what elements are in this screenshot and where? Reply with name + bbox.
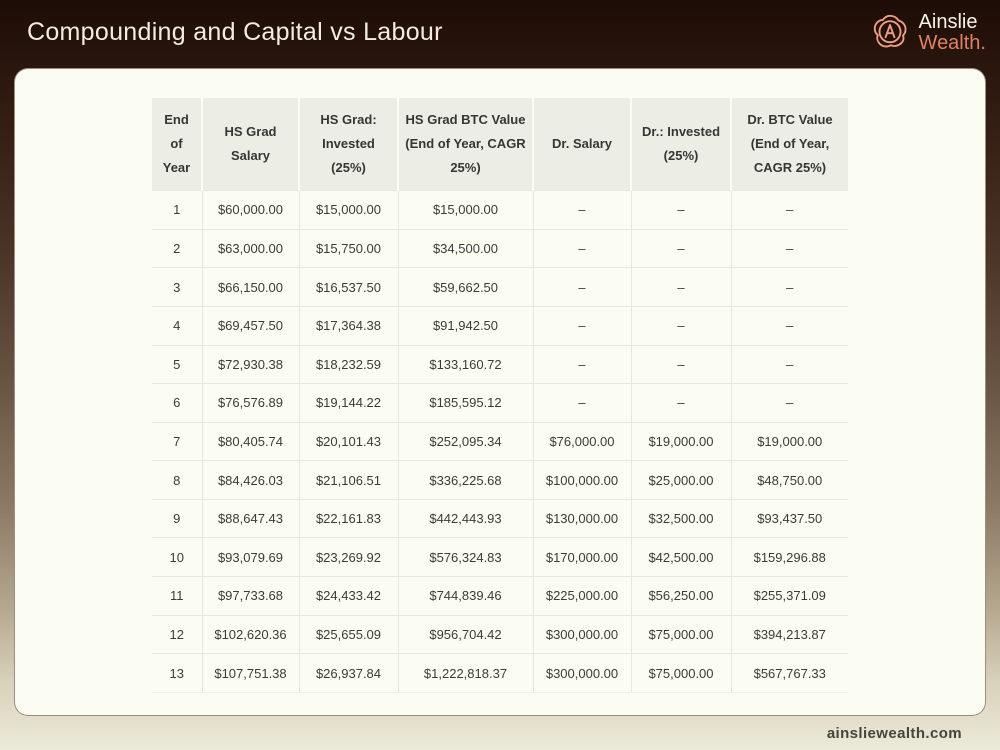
value-cell: $93,079.69 [202,538,299,577]
column-header-hs-salary: HS Grad Salary [202,98,299,191]
column-header-dr-btc-value: Dr. BTC Value (End of Year, CAGR 25%) [731,98,848,191]
column-header-dr-invested: Dr.: Invested (25%) [631,98,731,191]
value-cell: $88,647.43 [202,499,299,538]
value-cell: $170,000.00 [533,538,631,577]
value-cell: $394,213.87 [731,615,848,654]
value-cell: $300,000.00 [533,615,631,654]
value-cell: $19,000.00 [731,422,848,461]
value-cell: – [631,345,731,384]
value-cell: $744,839.46 [398,577,533,616]
value-cell: $15,000.00 [398,191,533,230]
value-cell: $91,942.50 [398,306,533,345]
website-url: ainsliewealth.com [826,725,962,742]
slide-header [0,0,1000,66]
value-cell: $255,371.09 [731,577,848,616]
year-cell: 11 [152,577,202,616]
value-cell: $59,662.50 [398,268,533,307]
value-cell: $25,000.00 [631,461,731,500]
value-cell: – [731,345,848,384]
table-row [152,268,848,307]
table-head [152,98,848,191]
year-cell: 4 [152,306,202,345]
table-row [152,384,848,423]
value-cell: $23,269.92 [299,538,398,577]
header-row [152,98,848,191]
content-card [14,68,986,716]
value-cell: $16,537.50 [299,268,398,307]
table-row [152,229,848,268]
value-cell: – [631,384,731,423]
value-cell: $21,106.51 [299,461,398,500]
value-cell: $48,750.00 [731,461,848,500]
brand-name-line2: Wealth. [918,32,986,54]
value-cell: $15,000.00 [299,191,398,230]
value-cell: – [731,268,848,307]
ainslie-emblem-icon [869,12,911,54]
value-cell: $34,500.00 [398,229,533,268]
value-cell: $42,500.00 [631,538,731,577]
value-cell: – [533,191,631,230]
year-cell: 9 [152,499,202,538]
value-cell: $26,937.84 [299,654,398,693]
value-cell: $72,930.38 [202,345,299,384]
year-cell: 5 [152,345,202,384]
value-cell: $93,437.50 [731,499,848,538]
value-cell: $66,150.00 [202,268,299,307]
value-cell: $130,000.00 [533,499,631,538]
value-cell: $576,324.83 [398,538,533,577]
year-cell: 13 [152,654,202,693]
value-cell: – [533,384,631,423]
column-header-hs-btc-value: HS Grad BTC Value (End of Year, CAGR 25%) [398,98,533,191]
value-cell: $56,250.00 [631,577,731,616]
value-cell: $80,405.74 [202,422,299,461]
table-row [152,345,848,384]
value-cell: $24,433.42 [299,577,398,616]
value-cell: – [533,306,631,345]
value-cell: $97,733.68 [202,577,299,616]
table-row [152,577,848,616]
table-row [152,191,848,230]
table-body [152,191,848,693]
year-cell: 1 [152,191,202,230]
brand-name [919,12,986,54]
value-cell: $225,000.00 [533,577,631,616]
value-cell: – [533,229,631,268]
brand-lockup [869,12,986,54]
table-row [152,306,848,345]
value-cell: $185,595.12 [398,384,533,423]
year-cell: 7 [152,422,202,461]
value-cell: $84,426.03 [202,461,299,500]
value-cell: $100,000.00 [533,461,631,500]
value-cell: – [631,306,731,345]
value-cell: – [533,345,631,384]
value-cell: $567,767.33 [731,654,848,693]
value-cell: $32,500.00 [631,499,731,538]
value-cell: – [631,268,731,307]
value-cell: $300,000.00 [533,654,631,693]
table-row [152,615,848,654]
year-cell: 10 [152,538,202,577]
value-cell: $76,000.00 [533,422,631,461]
value-cell: $76,576.89 [202,384,299,423]
value-cell: $22,161.83 [299,499,398,538]
column-header-dr-salary: Dr. Salary [533,98,631,191]
value-cell: $18,232.59 [299,345,398,384]
page-title: Compounding and Capital vs Labour [27,18,443,46]
value-cell: – [631,191,731,230]
table-row [152,422,848,461]
column-header-hs-invested: HS Grad: Invested (25%) [299,98,398,191]
value-cell: $20,101.43 [299,422,398,461]
year-cell: 3 [152,268,202,307]
value-cell: $19,144.22 [299,384,398,423]
value-cell: – [731,229,848,268]
value-cell: $442,443.93 [398,499,533,538]
value-cell: $19,000.00 [631,422,731,461]
table-row [152,499,848,538]
value-cell: $107,751.38 [202,654,299,693]
value-cell: – [731,384,848,423]
value-cell: $159,296.88 [731,538,848,577]
year-cell: 8 [152,461,202,500]
year-cell: 2 [152,229,202,268]
value-cell: – [731,191,848,230]
value-cell: $336,225.68 [398,461,533,500]
value-cell: $75,000.00 [631,654,731,693]
value-cell: $75,000.00 [631,615,731,654]
value-cell: $15,750.00 [299,229,398,268]
value-cell: – [533,268,631,307]
value-cell: $102,620.36 [202,615,299,654]
value-cell: $25,655.09 [299,615,398,654]
value-cell: $17,364.38 [299,306,398,345]
year-cell: 6 [152,384,202,423]
value-cell: $63,000.00 [202,229,299,268]
value-cell: – [731,306,848,345]
column-header-end-of-year: End of Year [152,98,202,191]
value-cell: $956,704.42 [398,615,533,654]
value-cell: $69,457.50 [202,306,299,345]
table-row [152,654,848,693]
value-cell: – [631,229,731,268]
compounding-table [152,98,848,693]
brand-name-line1: Ainslie [918,11,978,33]
table-row [152,461,848,500]
value-cell: $133,160.72 [398,345,533,384]
value-cell: $252,095.34 [398,422,533,461]
value-cell: $1,222,818.37 [398,654,533,693]
year-cell: 12 [152,615,202,654]
table-row [152,538,848,577]
value-cell: $60,000.00 [202,191,299,230]
